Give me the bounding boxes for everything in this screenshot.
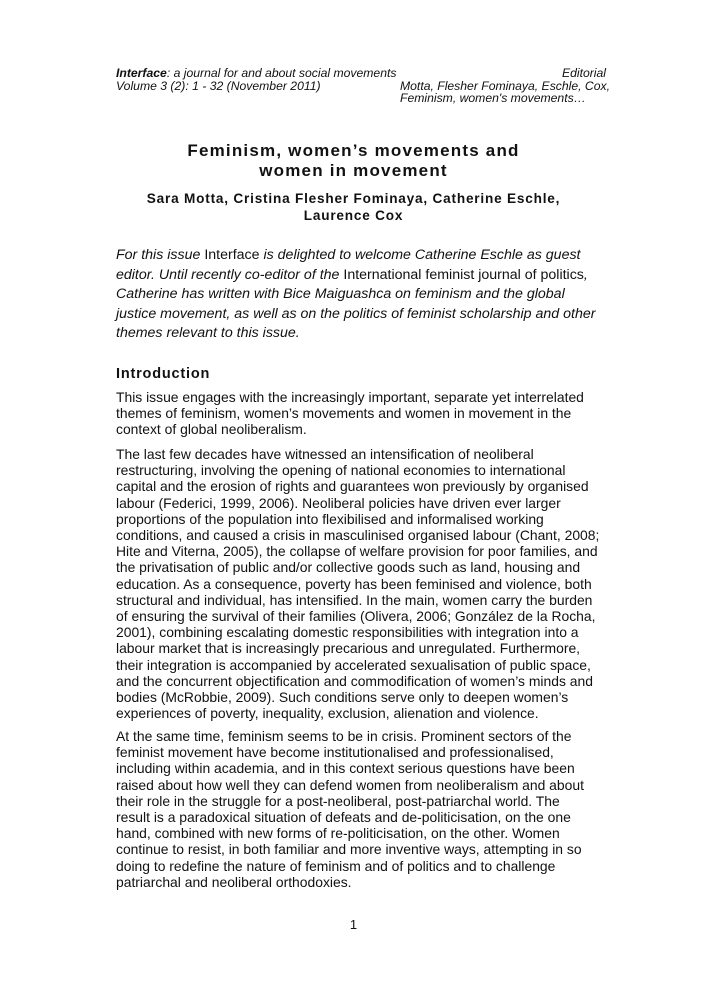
- authors-short: Motta, Flesher Fominaya, Eschle, Cox,: [400, 78, 610, 93]
- paragraph-line: and the concurrent objectification and commodification of women’s minds and: [116, 672, 593, 689]
- paragraph-line: result is a paradoxical situation of defeats and de-politicisation, on the one: [116, 809, 571, 826]
- paragraph-line: patriarchal and neoliberal orthodoxies.: [116, 873, 352, 890]
- title-line: Feminism, women’s movements and: [187, 141, 520, 160]
- page-number: 1: [349, 917, 358, 932]
- note-text: themes relevant to this issue.: [116, 325, 300, 342]
- paragraph-line: labour (Federici, 1999, 2006). Neoliberal policies have driven ever larger: [116, 494, 561, 511]
- paragraph-line: context of global neoliberalism.: [116, 421, 307, 438]
- editor-note: [116, 246, 595, 344]
- article-authors: [0, 190, 707, 224]
- note-text: For this issue: [116, 247, 205, 263]
- paragraph-line: experiences of poverty, inequality, exclusion, alienation and violence.: [116, 705, 539, 722]
- author-line: Sara Motta, Cristina Flesher Fominaya, Catherine Eschle,: [146, 191, 561, 206]
- paragraph-1: [116, 389, 584, 438]
- paragraph-line: bodies (McRobbie, 2009). Such conditions serve only to deepen women’s: [116, 689, 569, 706]
- paragraph-line: 2001), combining escalating domestic responsibilities with integration into a: [116, 624, 579, 641]
- running-header-left: [116, 67, 396, 92]
- paragraph-line: their role in the struggle for a post-neoliberal, post-patriarchal world. The: [116, 792, 560, 809]
- paragraph-line: capital and the erosion of rights and guarantees won previously by organised: [116, 478, 589, 495]
- paragraph-line: structural and individual, has intensified. In the main, women carry the burden: [116, 591, 593, 608]
- paragraph-line: of ensuring the survival of their families (Olivera, 2006; González de la Rocha,: [116, 608, 596, 625]
- paragraph-line: This issue engages with the increasingly important, separate yet interrelated: [116, 389, 584, 405]
- note-text: editor. Until recently co-editor of the: [116, 266, 344, 283]
- paragraph-line: education. As a consequence, poverty has been feminised and violence, both: [116, 575, 592, 592]
- paragraph-line: the privatisation of public and/or collective goods such as land, housing and: [116, 559, 581, 576]
- running-header-right: [400, 66, 610, 106]
- paragraph-line: proportions of the population into flexibilised and informalised working: [116, 510, 544, 527]
- article-title: [0, 141, 707, 181]
- paragraph-line: conditions, and caused a crisis in masculinised organised labour (Chant, 2008;: [116, 527, 600, 544]
- journal-ref: Interface: [204, 247, 260, 263]
- paragraph-line: At the same time, feminism seems to be in crisis. Prominent sectors of the: [116, 728, 572, 744]
- note-text: Catherine has written with Bice Maiguashca on feminism and the global: [116, 286, 565, 303]
- section-label: Editorial: [561, 66, 606, 80]
- paragraph-line: labour market that is increasingly precarious and unregulated. Furthermore,: [116, 640, 581, 657]
- journal-tagline: : a journal for and about social movements: [166, 66, 397, 80]
- paragraph-2: [116, 446, 599, 721]
- title-short: Feminism, women's movements…: [400, 91, 586, 106]
- paragraph-3: [116, 728, 584, 890]
- note-text: justice movement, as well as on the politics of feminist scholarship and other: [116, 305, 596, 322]
- paragraph-line: including within academia, and in this context serious questions have been: [116, 760, 575, 777]
- paragraph-line: raised about how well they can defend women from neoliberalism and about: [116, 776, 584, 793]
- paragraph-line: their integration is accompanied by accelerated sexualisation of public space,: [116, 656, 591, 673]
- journal-ref: International feminist journal of politics: [343, 266, 584, 283]
- paragraph-line: themes of feminism, women’s movements and women in movement in the: [116, 405, 572, 422]
- author-line: Laurence Cox: [303, 208, 404, 223]
- title-line: women in movement: [259, 161, 448, 180]
- note-text: ,: [583, 266, 588, 283]
- paragraph-line: restructuring, involving the opening of national economies to international: [116, 462, 566, 479]
- note-text: is delighted to welcome Catherine Eschle as guest: [259, 247, 581, 263]
- paragraph-line: continue to resist, in both familiar and more inventive ways, attempting in so: [116, 841, 582, 858]
- paragraph-line: The last few decades have witnessed an intensification of neoliberal: [116, 446, 534, 462]
- paragraph-line: doing to redefine the nature of feminism and of politics and to challenge: [116, 857, 556, 874]
- journal-name: Interface: [116, 66, 167, 80]
- paragraph-line: Hite and Viterna, 2005), the collapse of welfare provision for poor families, and: [116, 543, 598, 560]
- section-heading: Introduction: [116, 366, 211, 382]
- paragraph-line: feminist movement have become institutionalised and professionalised,: [116, 744, 554, 761]
- volume-info: Volume 3 (2): 1 - 32 (November 2011): [116, 78, 321, 93]
- paragraph-line: hand, combined with new forms of re-politicisation, on the other. Women: [116, 825, 560, 842]
